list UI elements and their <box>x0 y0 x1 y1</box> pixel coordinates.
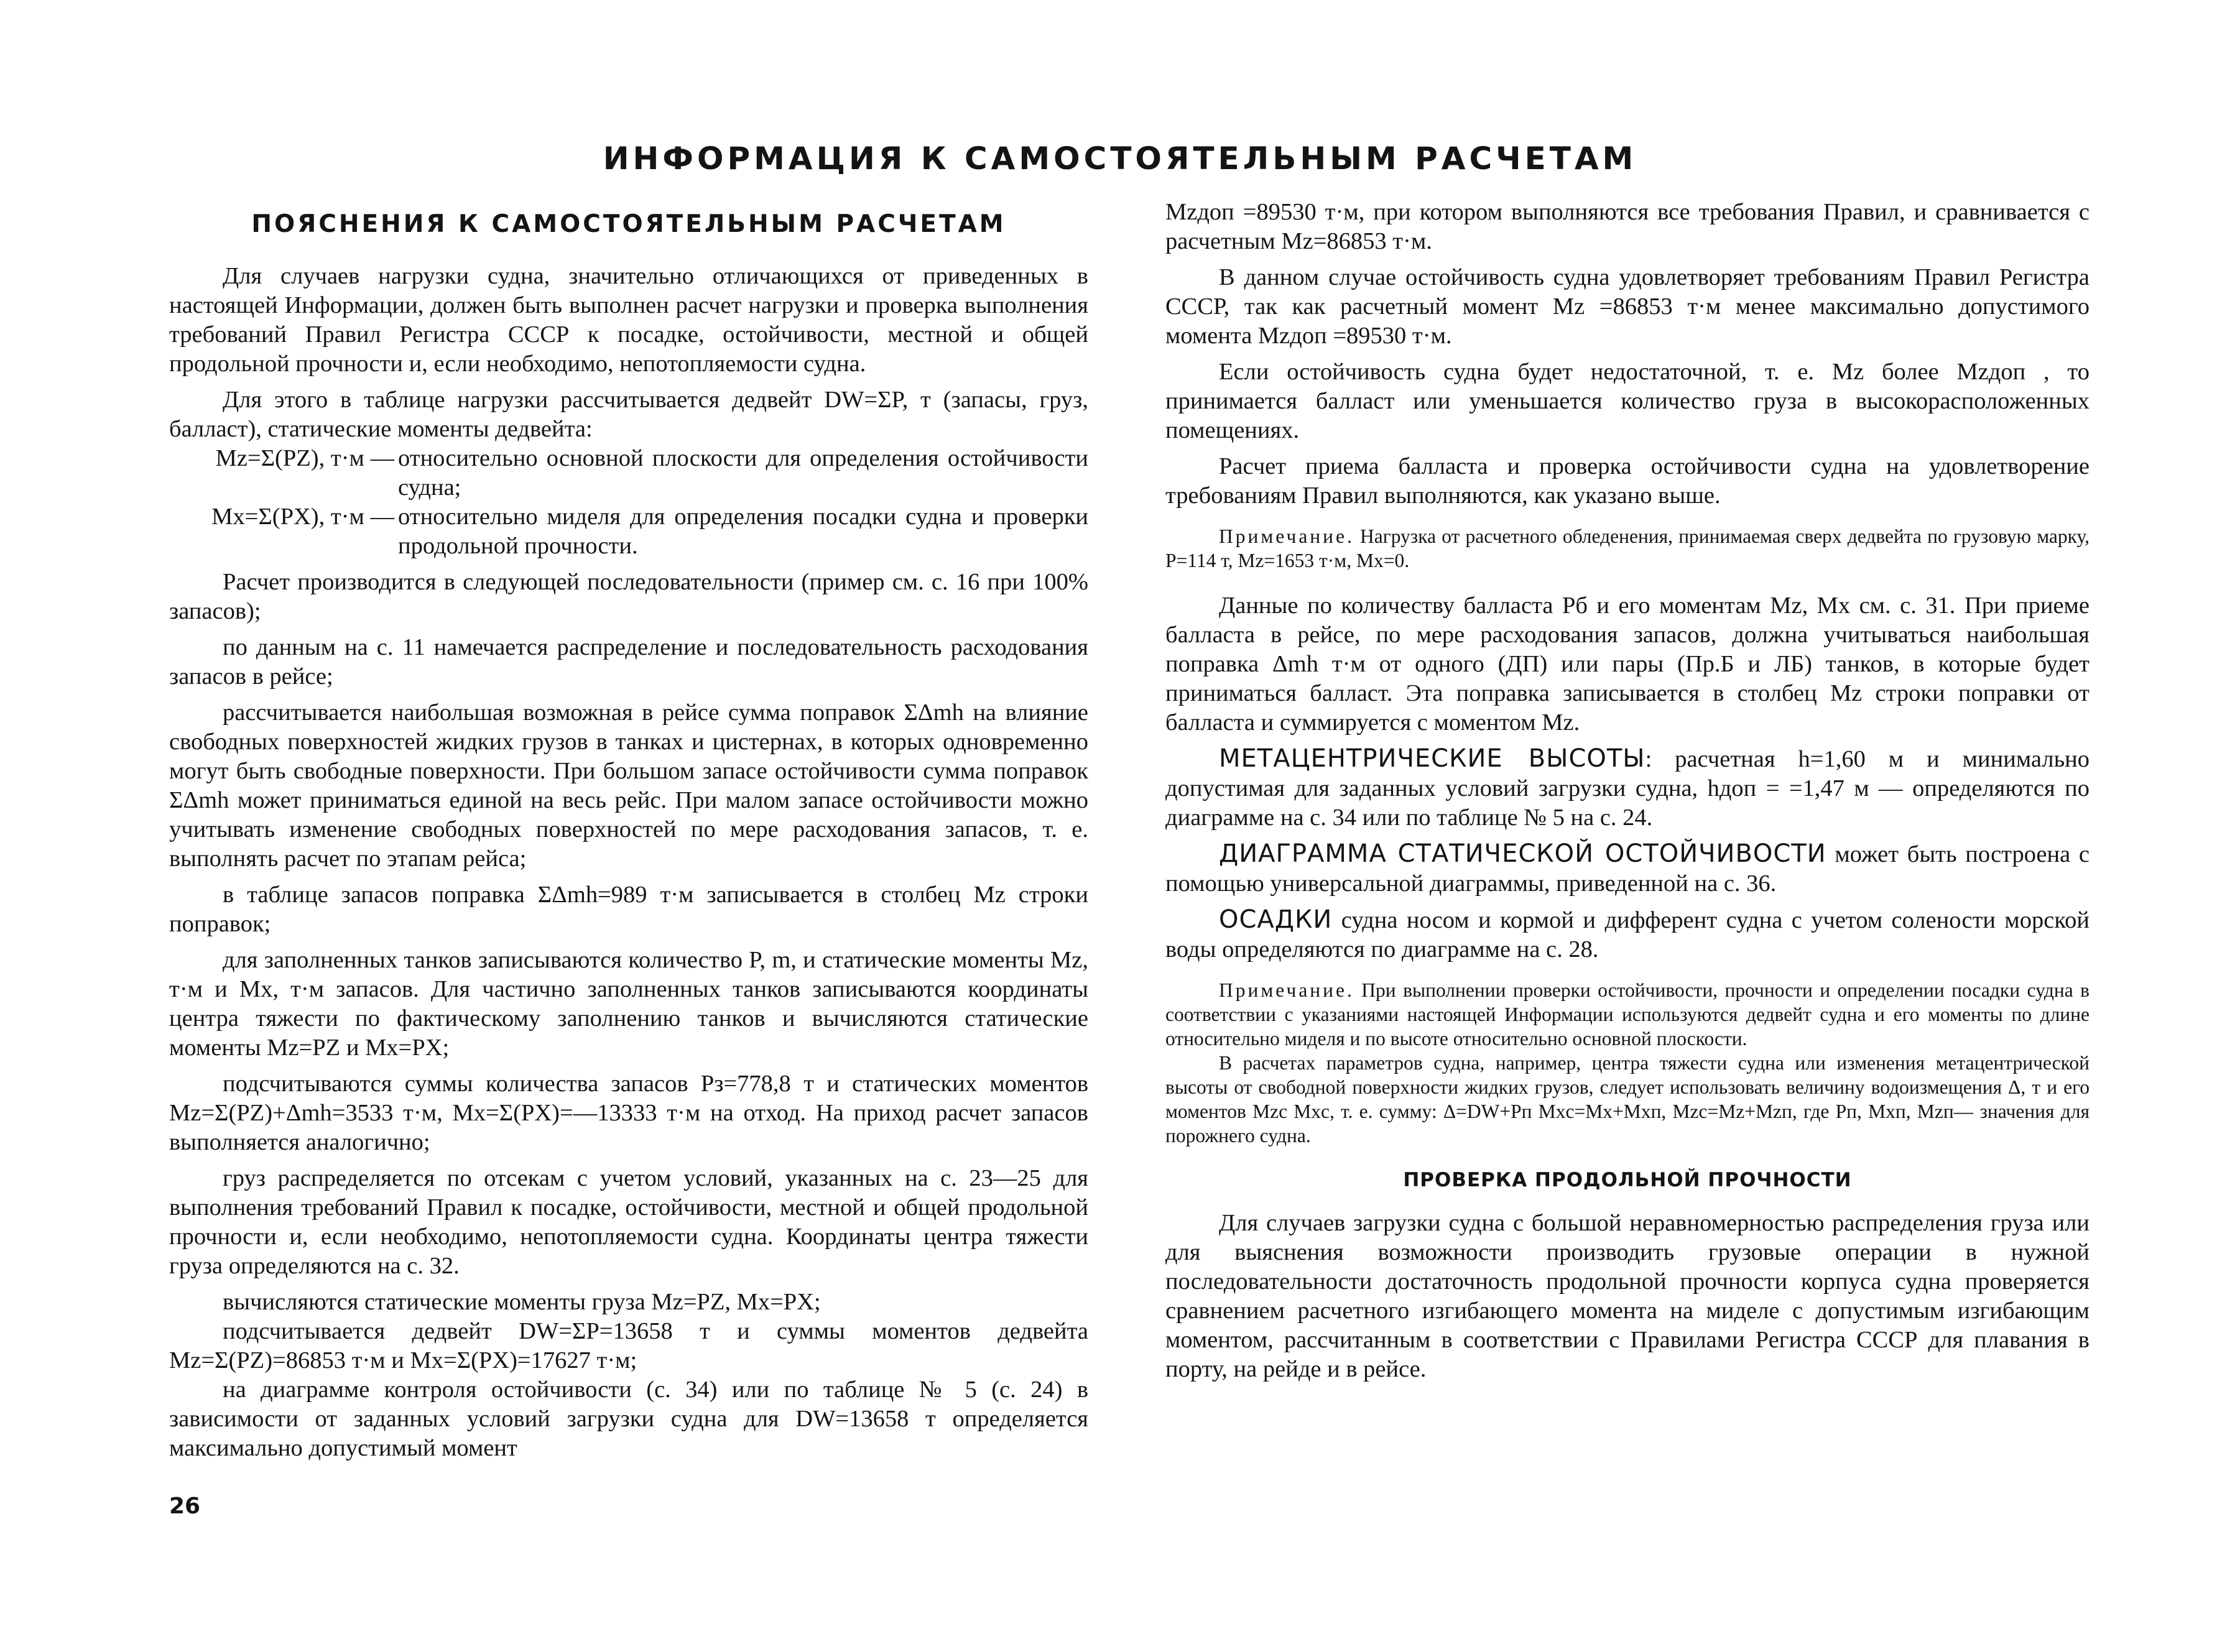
paragraph: Mzдоп =89530 т·м, при котором выполняются все требования Правил, и сравнивается с расчетным Mz=86853 т·м. <box>1165 199 2090 254</box>
formula-mx <box>169 502 1088 561</box>
note-text: При выполнении проверки остойчивости, прочности и определении посадки судна в соответствии с указаниями настоящей Информации используются дедвейт судна и его моменты по длине относительно миделя и по высоте относительно основной плоскости. <box>1165 979 2090 1050</box>
subsection-heading: ПРОВЕРКА ПРОДОЛЬНОЙ ПРОЧНОСТИ <box>1403 1169 1852 1191</box>
paragraph-draughts <box>1165 905 2090 964</box>
note-verification <box>1165 978 2090 1051</box>
paragraph: для заполненных танков записываются количество P, m, и статические моменты Mz, т·м и Mx, т·м запасов. Для частично заполненных танков записываются координаты центра тяжести по фактическому заполнению танков и вычисляются статические моменты Mz=PZ и Mx=PX; <box>169 947 1088 1061</box>
paragraph: в таблице запасов поправка ΣΔmh=989 т·м записывается в столбец Mz строки поправок; <box>169 882 1088 937</box>
left-section-heading: ПОЯСНЕНИЯ К САМОСТОЯТЕЛЬНЫМ РАСЧЕТАМ <box>251 210 1006 238</box>
note-label: Примечание. <box>1219 979 1354 1001</box>
paragraph: вычисляются статические моменты груза Mz=PZ, Mx=PX; <box>223 1289 821 1315</box>
page-title: ИНФОРМАЦИЯ К САМОСТОЯТЕЛЬНЫМ РАСЧЕТАМ <box>603 141 1637 177</box>
paragraph: рассчитывается наибольшая возможная в рейсе сумма поправок ΣΔmh на влияние свободных поверхностей жидких грузов в танках и цистернах, в которых одновременно могут быть свободные поверхности. При большом запасе остойчивости сумма поправок ΣΔmh может приниматься единой на весь рейс. При малом запасе остойчивости можно учитывать изменение свободных поверхностей по мере расходования запасов, т. е. выполнять расчет по этапам рейса; <box>169 699 1088 872</box>
formula-lhs: Mx=Σ(PX), т·м — <box>211 504 394 530</box>
note-label: Примечание. <box>1219 525 1354 547</box>
page-number: 26 <box>169 1493 201 1519</box>
paragraph: Расчет производится в следующей последовательности (пример см. с. 16 при 100% запасов); <box>169 569 1088 624</box>
paragraph: подсчитываются суммы количества запасов Pз=778,8 т и статических моментов Mz=Σ(PZ)+Δmh=3533 т·м, Mx=Σ(PX)=—13333 т·м на отход. На приход расчет запасов выполняется аналогично; <box>169 1071 1088 1155</box>
right-column <box>1165 198 2090 1391</box>
note-displacement: В расчетах параметров судна, например, центра тяжести судна или изменения метацентрической высоты от свободной поверхности жидких грузов, следует использовать величину водоизмещения Δ, т и его моментов Mzc Mxc, т. е. сумму: Δ=DW+Pп Mxc=Mx+Mxп, Mzc=Mz+Mzп, где Pп, Mxп, Mzп— значения для порожнего судна. <box>1165 1052 2090 1147</box>
paragraph-text: : расчетная h=1,60 м и минимально допустимая для заданных условий загрузки судна, hдоп = =1,47 м — определяются по диаграмме на с. 34 или по таблице № 5 на с. 24. <box>1165 746 2090 831</box>
paragraph: подсчитывается дедвейт DW=ΣP=13658 т и суммы моментов дедвейта Mz=Σ(PZ)=86853 т·м и Mx=Σ(PX)=17627 т·м; <box>169 1318 1088 1373</box>
paragraph: В данном случае остойчивость судна удовлетворяет требованиям Правил Регистра СССР, так как расчетный момент Mz =86853 т·м менее максимально допустимого момента Mzдоп =89530 т·м. <box>1165 264 2090 349</box>
paragraph: груз распределяется по отсекам с учетом условий, указанных на с. 23—25 для выполнения требований Правил к посадке, остойчивости, местной и общей продольной прочности и, если необходимо, непотопляемости судна. Координаты центра тяжести груза определяются на с. 32. <box>169 1165 1088 1279</box>
paragraph-text: судна носом и кормой и дифферент судна с учетом солености морской воды определяются по диаграмме на с. 28. <box>1165 907 2090 962</box>
paragraph: Расчет приема балласта и проверка остойчивости судна на удовлетворение требованиям Правил выполняются, как указано выше. <box>1165 453 2090 509</box>
paragraph-lead: МЕТАЦЕНТРИЧЕСКИЕ ВЫСОТЫ <box>1219 744 1645 773</box>
formula-lhs: Mz=Σ(PZ), т·м — <box>215 445 394 471</box>
left-column <box>169 198 1088 1470</box>
formula-mz <box>169 444 1088 502</box>
paragraph-lead: ОСАДКИ <box>1219 905 1333 934</box>
paragraph: на диаграмме контроля остойчивости (с. 34) или по таблице № 5 (с. 24) в зависимости от заданных условий загрузки судна для DW=13658 т определяется максимально допустимый момент <box>169 1377 1088 1461</box>
paragraph: Для случаев загрузки судна с большой неравномерностью распределения груза или для выяснения возможности производить грузовые операции в нужной последовательности достаточность продольной прочности корпуса судна проверяется сравнением расчетного изгибающего момента на миделе с допустимым изгибающим моментом, рассчитанным в соответствии с Правилами Регистра СССР для плавания в порту, на рейде и в рейсе. <box>1165 1210 2090 1382</box>
paragraph: Для случаев нагрузки судна, значительно отличающихся от приведенных в настоящей Информации, должен быть выполнен расчет нагрузки и проверка выполнения требований Правил Регистра СССР к посадке, остойчивости, местной и общей продольной прочности и, если необходимо, непотопляемости судна. <box>169 263 1088 377</box>
formula-text: относительно основной плоскости для определения остойчивости судна; <box>398 445 1088 501</box>
paragraph: Если остойчивость судна будет недостаточной, т. е. Mz более Mzдоп , то принимается балласт или уменьшается количество груза в высокорасположенных помещениях. <box>1165 359 2090 443</box>
paragraph: Данные по количеству балласта Pб и его моментам Mz, Mx см. с. 31. При приеме балласта в рейсе, по мере расходования запасов, должна учитываться наибольшая поправка Δmh т·м от одного (ДП) или пары (Пр.Б и ЛБ) танков, в которые будет приниматься балласт. Эта поправка записывается в столбец Mz строки поправки от балласта и суммируется с моментом Mz. <box>1165 593 2090 736</box>
paragraph-metacentric <box>1165 744 2090 833</box>
note-text: Нагрузка от расчетного обледенения, принимаемая сверх дедвейта по грузовую марку, P=114 т, Mz=1653 т·м, Mx=0. <box>1165 525 2090 571</box>
formula-text: относительно миделя для определения посадки судна и проверки продольной прочности. <box>398 504 1088 559</box>
paragraph-text: может быть построена с помощью универсальной диаграммы, приведенной на с. 36. <box>1165 841 2090 897</box>
paragraph-lead: ДИАГРАММА СТАТИЧЕСКОЙ ОСТОЙЧИВОСТИ <box>1219 839 1826 868</box>
note-icing <box>1165 524 2090 573</box>
paragraph: Для этого в таблице нагрузки рассчитывается дедвейт DW=ΣP, т (запасы, груз, балласт), статические моменты дедвейта: <box>169 387 1088 442</box>
paragraph: по данным на с. 11 намечается распределение и последовательность расходования запасов в рейсе; <box>169 634 1088 690</box>
paragraph-diagram <box>1165 839 2090 898</box>
